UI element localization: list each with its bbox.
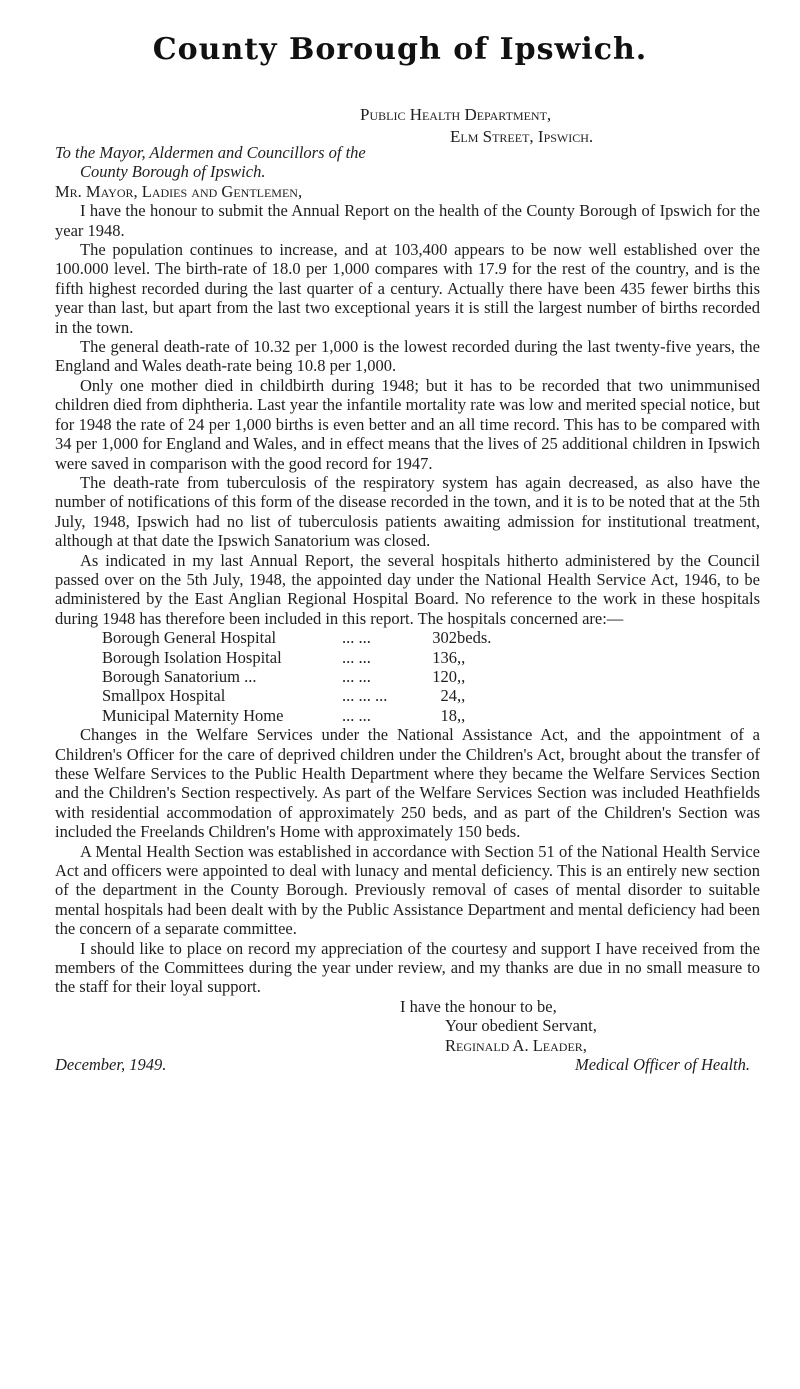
paragraph: Only one mother died in childbirth during 1948; but it has to be recorded that two unimmunised children died from diphtheria. Last year the infantile mortality rate was low and merited special notice, but for 1948 the rate of 24 per 1,000 births is even better and an all time record. This has to be compared with 34 per 1,000 for England and Wales, and in effect means that the lives of 25 additional children in Ipswich were saved in comparison with the good record for 1947. xyxy=(55,375,760,473)
addressee-line-1: To the Mayor, Aldermen and Councillors of the xyxy=(55,143,366,162)
sender-address xyxy=(360,104,593,148)
addressee xyxy=(55,143,760,182)
closing-line-2: Your obedient Servant, xyxy=(445,1016,597,1036)
paragraph: I should like to place on record my appreciation of the courtesy and support I have received from the members of the Committees during the year under review, and my thanks are due in no small measure to the staff for their loyal support. xyxy=(55,938,760,997)
paragraph: The death-rate from tuberculosis of the respiratory system has again decreased, as also have the number of notifications of this form of the disease recorded in the town, and it is to be noted that at the 5th July, 1948, Ipswich had no list of tuberculosis patients awaiting admission for institutional treatment, although at that date the Ipswich Sanatorium was closed. xyxy=(55,472,760,551)
list-item xyxy=(102,667,491,686)
paragraph: A Mental Health Section was established in accordance with Section 51 of the National Health Service Act and officers were appointed to deal with lunacy and mental deficiency. This is an entirely new section of the department in the County Borough. Previously removal of cases of mental disorder to suitable mental hospitals had been dealt with by the Public Assistance Department and mental deficiency had been the concern of a separate committee. xyxy=(55,841,760,939)
letter-body xyxy=(55,143,760,1075)
signature-row xyxy=(55,1055,760,1074)
hospital-name: Borough Isolation Hospital xyxy=(102,647,282,667)
leader-dots: ... ... xyxy=(342,628,371,648)
bed-count: 302 xyxy=(432,628,457,648)
bed-unit: ,, xyxy=(457,705,466,725)
hospital-name: Smallpox Hospital xyxy=(102,686,226,706)
closing-block xyxy=(55,997,760,1075)
hospital-name: Borough Sanatorium ... xyxy=(102,666,257,686)
signatory-name: Reginald A. Leader, xyxy=(445,1035,587,1055)
bed-count: 18 xyxy=(440,705,457,725)
list-item xyxy=(102,648,491,667)
paragraph: Changes in the Welfare Services under the National Assistance Act, and the appointment of a Children's Officer for the care of deprived children under the Children's Act, brought about the transfer of these Welfare Services to the Public Health Department where they became the Welfare Services Section and the Children's Section respectively. As part of the Welfare Services Section was included Heathfields with residential accommodation of approximately 250 beds, and as part of the Children's Section was included the Freelands Children's Home with approximately 150 beds. xyxy=(55,725,760,842)
bed-unit: beds. xyxy=(457,628,492,648)
list-item xyxy=(102,628,491,647)
paragraph: As indicated in my last Annual Report, the several hospitals hitherto administered by the Council passed over on the 5th July, 1948, the appointed day under the National Health Service Act, 1946, to be administered by the East Anglian Regional Hospital Board. No reference to the work in these hospitals during 1948 has therefore been included in this report. The hospitals concerned are:— xyxy=(55,550,760,628)
list-item xyxy=(102,706,491,725)
bed-unit: ,, xyxy=(457,666,466,686)
bed-unit: ,, xyxy=(457,686,466,706)
paragraph: The general death-rate of 10.32 per 1,000 is the lowest recorded during the last twenty-five years, the England and Wales death-rate being 10.8 per 1,000. xyxy=(55,337,760,376)
address-line-1: Public Health Department, xyxy=(360,105,552,124)
hospital-name: Municipal Maternity Home xyxy=(102,705,284,725)
salutation: Mr. Mayor, Ladies and Gentlemen, xyxy=(55,181,303,201)
bed-count: 120 xyxy=(432,666,457,686)
report-date: December, 1949. xyxy=(55,1055,167,1075)
paragraph: I have the honour to submit the Annual Report on the health of the County Borough of Ipswich for the year 1948. xyxy=(55,201,760,240)
list-item xyxy=(102,686,491,705)
bed-count: 24 xyxy=(440,686,457,706)
leader-dots: ... ... xyxy=(342,705,371,725)
hospital-list xyxy=(102,628,491,725)
hospital-name: Borough General Hospital xyxy=(102,628,277,648)
signatory-role: Medical Officer of Health. xyxy=(574,1055,750,1075)
bed-count: 136 xyxy=(432,647,457,667)
page-title: County Borough of Ipswich. xyxy=(152,32,648,67)
addressee-line-2: County Borough of Ipswich. xyxy=(80,162,266,182)
bed-unit: ,, xyxy=(457,647,466,667)
leader-dots: ... ... xyxy=(342,666,371,686)
paragraph: The population continues to increase, and at 103,400 appears to be now well established over the 100.000 level. The birth-rate of 18.0 per 1,000 compares with 17.9 for the rest of the country, and is the fifth highest recorded during the last quarter of a century. Actually there have been 435 fewer births this year than last, but apart from the last two exceptional years it is still the largest number of births recorded in the town. xyxy=(55,240,760,337)
address-line-2: Elm Street, Ipswich. xyxy=(450,127,594,146)
leader-dots: ... ... xyxy=(342,647,371,667)
closing-line-1: I have the honour to be, xyxy=(400,996,557,1016)
leader-dots: ... ... ... xyxy=(342,686,388,706)
